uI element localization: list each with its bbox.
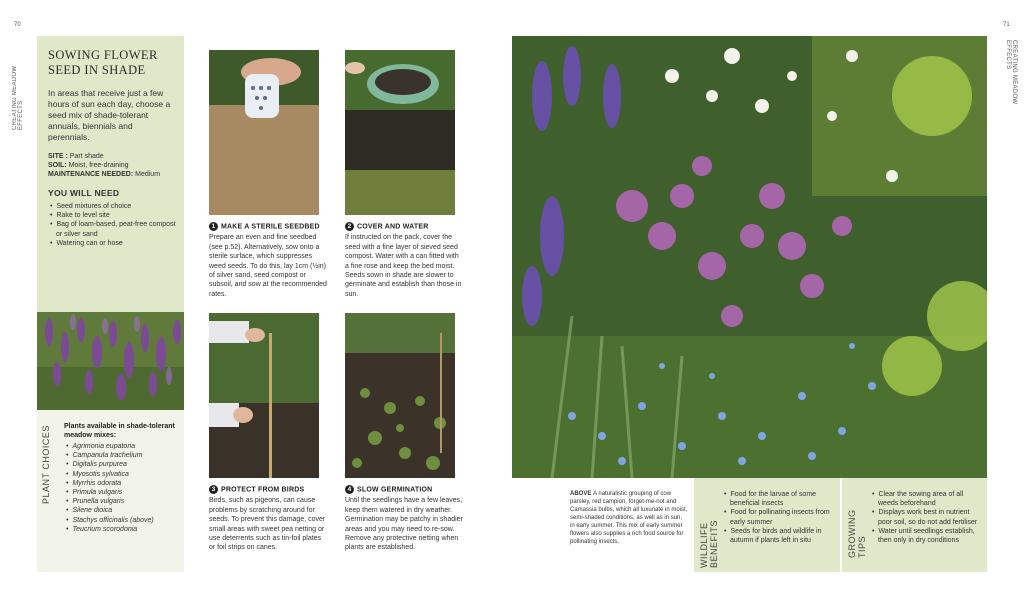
step-3 bbox=[209, 485, 327, 553]
site-label: SITE : bbox=[48, 153, 68, 160]
list-item: • Rake to level site bbox=[48, 211, 176, 220]
wildlife-benefits-label: WILDLIFE BENEFITS bbox=[699, 519, 719, 568]
list-item: • Stachys officinalis (above) bbox=[64, 516, 179, 525]
step-title: SLOW GERMINATION bbox=[357, 486, 433, 494]
list-item: • Seed mixtures of choice bbox=[48, 202, 176, 211]
list-item: • Watering can or hose bbox=[48, 239, 176, 248]
caption-lead: ABOVE bbox=[570, 491, 592, 497]
list-item: • Agrimonia eupatoria bbox=[64, 442, 179, 451]
list-item: • Digitalis purpurea bbox=[64, 460, 179, 469]
maintenance-value: Medium bbox=[135, 171, 161, 178]
caption-text: A naturalistic grouping of cow parsley, red campion, forget-me-not and Camassia bulbs, which all luxuriate in moist, semi-shaded conditions, as well as in sun, in early summer. This mix of early summer flowers also supplies a rich food source for pollinating insects. bbox=[570, 491, 688, 545]
info-sidebar bbox=[37, 36, 184, 312]
step-number-badge: 2 bbox=[345, 222, 354, 231]
you-will-need-heading: YOU WILL NEED bbox=[48, 188, 120, 198]
running-head-right: CREATING MEADOW EFFECTS bbox=[1005, 40, 1017, 105]
list-item: • Myrrhis odorata bbox=[64, 479, 179, 488]
intro-text: In areas that receive just a few hours of sun each day, choose a seed mix of shade-tolerant annuals, biennials and perennials. bbox=[48, 88, 171, 142]
step-title: MAKE A STERILE SEEDBED bbox=[221, 223, 320, 231]
step-number-badge: 4 bbox=[345, 485, 354, 494]
step-body: Prepare an even and fine seedbed (see p.52). Alternatively, sow onto a sterile surface, which suppresses weed seeds. To do this, lay 1cm (½in) of silver sand, seed compost or subsoil, and sow at the recommended rates. bbox=[209, 234, 327, 298]
plant-choices-heading: Plants available in shade-tolerant meadow mixes: bbox=[64, 423, 175, 439]
soil-value: Moist, free-draining bbox=[68, 162, 129, 169]
list-item: • Seeds for birds and wildlife in autumn if plants left in situ bbox=[722, 527, 832, 545]
step-title: PROTECT FROM BIRDS bbox=[221, 486, 305, 494]
list-item: • Myosotis sylvatica bbox=[64, 470, 179, 479]
step-body: If instructed on the pack, cover the seed with a fine layer of sieved seed compost. Water with a can fitted with a fine rose and keep the bed moist. Seeds sown in shade are slower to germinate and establish than those in sun. bbox=[345, 234, 462, 298]
list-item: • Campanula trachelium bbox=[64, 451, 179, 460]
list-item: • Water until seedlings establish, then only in dry conditions bbox=[870, 527, 980, 545]
step-1 bbox=[209, 222, 327, 299]
list-item: • Clear the sowing area of all weeds beforehand bbox=[870, 490, 980, 508]
list-item: • Primula vulgaris bbox=[64, 488, 179, 497]
running-head-left: CREATING MEADOW EFFECTS bbox=[12, 65, 24, 130]
list-item: • Food for pollinating insects from early summer bbox=[722, 508, 832, 526]
step-1-photo bbox=[209, 50, 319, 215]
list-item: • Teucrium scorodonia bbox=[64, 525, 179, 534]
photo-caption bbox=[570, 490, 688, 546]
page-title: SOWING FLOWER SEED IN SHADE bbox=[48, 48, 158, 77]
step-4-photo bbox=[345, 313, 455, 478]
plant-choices-list bbox=[64, 442, 179, 534]
list-item: • Food for the larvae of some beneficial insects bbox=[722, 490, 832, 508]
wildlife-benefits-panel bbox=[694, 478, 840, 572]
list-item: • Silene dioica bbox=[64, 506, 179, 515]
list-item: • Prunella vulgaris bbox=[64, 497, 179, 506]
wildlife-benefits-list bbox=[722, 490, 832, 545]
growing-tips-label: GROWING TIPS bbox=[847, 509, 867, 558]
soil-label: SOIL: bbox=[48, 162, 67, 169]
step-body: Birds, such as pigeons, can cause problems by scratching around for seeds. To prevent this damage, cover small areas with sweet pea netting or use deterrents such as tin-foil plates or foil strips on canes. bbox=[209, 497, 326, 552]
site-info bbox=[48, 152, 178, 179]
maintenance-label: MAINTENANCE NEEDED: bbox=[48, 171, 134, 178]
growing-tips-panel bbox=[842, 478, 987, 572]
step-number-badge: 3 bbox=[209, 485, 218, 494]
plant-choices-panel bbox=[37, 410, 184, 572]
page-number-right: 71 bbox=[1003, 22, 1010, 28]
stachys-photo bbox=[37, 312, 184, 410]
step-title: COVER AND WATER bbox=[357, 223, 429, 231]
step-2 bbox=[345, 222, 463, 299]
step-number-badge: 1 bbox=[209, 222, 218, 231]
plant-choices-label: PLANT CHOICES bbox=[41, 425, 51, 504]
site-value: Part shade bbox=[69, 153, 104, 160]
step-3-photo bbox=[209, 313, 319, 478]
step-2-photo bbox=[345, 50, 455, 215]
list-item: • Displays work best in nutrient poor soil, so do not add fertiliser bbox=[870, 508, 980, 526]
growing-tips-list bbox=[870, 490, 980, 545]
you-will-need-list bbox=[48, 202, 176, 248]
page-number-left: 70 bbox=[14, 22, 21, 28]
list-item: • Bag of loam-based, peat-free compost or silver sand bbox=[48, 220, 176, 238]
meadow-photo bbox=[512, 36, 987, 478]
step-4 bbox=[345, 485, 463, 553]
step-body: Until the seedlings have a few leaves, keep them watered in dry weather. Germination may be patchy in shadier areas and you may need to re-sow. Remove any protective netting when plants are established. bbox=[345, 497, 463, 552]
